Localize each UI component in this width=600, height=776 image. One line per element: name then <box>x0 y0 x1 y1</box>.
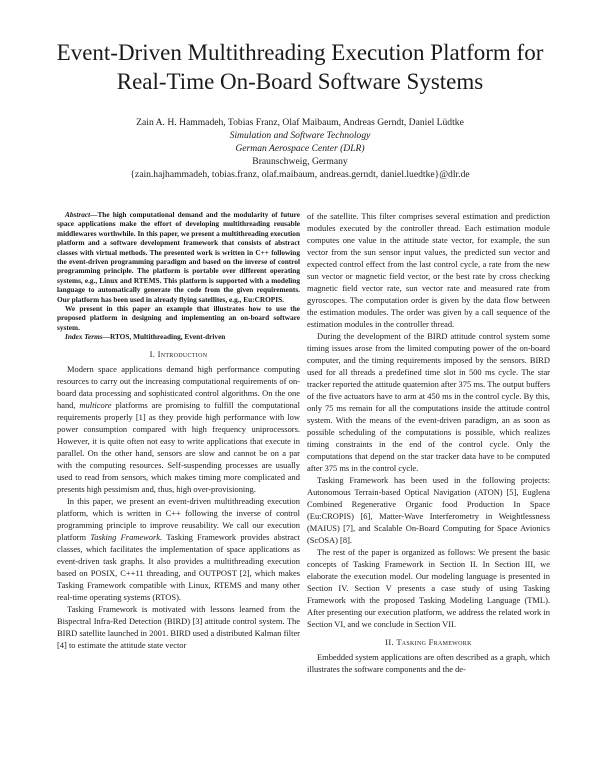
author-emails: {zain.hajhammadeh, tobias.franz, olaf.maibaum, andreas.gerndt, daniel.luedtke}@dlr.de <box>130 169 470 180</box>
section-number: I. <box>149 348 158 359</box>
emphasis: Tasking Framework. <box>90 531 163 542</box>
body-paragraph <box>57 495 300 603</box>
title-line-2: Real-Time On-Board Software Systems <box>116 69 484 94</box>
body-paragraph: Embedded system applications are often described as a graph, which illustrates the software components and the de- <box>307 652 550 674</box>
index-terms <box>57 332 300 341</box>
body-paragraph: Tasking Framework has been used in the following projects: Autonomous Terrain-based Optical Navigation (ATON) [5], Euglena Combined Regenerative Organic food Production In Space (Eu:CROPIS) [6], Matter-Wave Interferometry in Weightlessness (MAIUS) [7], and Scalable On-Board Computing for Space Avionics (ScOSA) [8]. <box>307 475 550 545</box>
right-column <box>307 210 550 675</box>
body-paragraph-continued: of the satellite. This filter comprises several estimation and prediction modules executed by the controller thread. Each estimation module computes one value in the attitude state vector, for example, the sun vector from the sun sensor input values, the predicted sun vector and expected control effect from the last control cycle, a rate from the new sun vector or magnetic field vector, or the best rate by cross checking magnetic field vector rate, sun vector rate and measured rate from gyroscopes. The computation order is given by the data flow between the estimation modules. The order was given by a call sequence of the estimation modules in the controller thread. <box>307 211 550 329</box>
affiliation-city: Braunschweig, Germany <box>252 156 348 167</box>
title-line-1: Event-Driven Multithreading Execution Platform for <box>56 40 544 65</box>
section-number: II. <box>385 637 397 647</box>
body-paragraph: The rest of the paper is organized as follows: We present the basic concepts of Tasking Framework in Section II. In Section III, we elaborate the execution model. Our modeling language is presented in Section IV. Section V presents a case study of using Tasking Framework with the proposed Tasking Modeling Language (TML). After presenting our execution platform, we address the related work in Section VI, and we conclude in Section VII. <box>307 547 550 629</box>
text-run: Tasking Framework provides abstract classes, which facilitates the implementation of space applications as event-driven task graphs. It also provides a multithreading execution based on POSIX, C++11 threading, and OUTPOST [2], which makes Tasking Framework compatible with Linux, RTEMS and many other real-time operating systems (RTOS). <box>57 531 300 602</box>
section-heading-introduction <box>57 348 300 360</box>
affiliation-organization: German Aerospace Center (DLR) <box>235 143 365 154</box>
abstract <box>57 210 300 342</box>
abstract-paragraph-2: We present in this paper an example that illustrates how to use the proposed platform in designing and implementing an on-board software system. <box>57 304 300 332</box>
text-run: Modern space applications demand high performance computing resources to carry out the increasing computational requirements of on-board data processing and sophisticated control algorithms. On the one hand, <box>57 363 300 410</box>
abstract-label: Abstract <box>65 210 91 219</box>
emphasis: multicore <box>79 399 112 410</box>
text-run: platforms are promising to fulfill the computational requirements properly [1] as they provide high performance with low power consumption compared with high frequency uniprocessors. However, it is quite often not easy to write applications that execute in parallel. On the other hand, sensors are slow and cannot be on a par with the computing resources. Self-suspending processes are usually used to read from sensors, which makes timing more complicated and presents high pessimism and, thus, high over-provisioning. <box>57 399 300 494</box>
abstract-paragraph <box>57 210 300 304</box>
section-title: Tasking Framework <box>396 637 472 647</box>
affiliation-department: Simulation and Software Technology <box>229 130 371 141</box>
body-paragraph: Tasking Framework is motivated with lessons learned from the Bispectral Infra-Red Detection (BIRD) [3] attitude control system. The BIRD satellite launched in 2001. BIRD used a distributed Kalman filter [4] to estimate the attitude state vector <box>57 603 300 650</box>
left-column <box>57 210 300 651</box>
index-terms-text: —RTOS, Multithreading, Event-driven <box>102 332 226 342</box>
index-terms-label: Index Terms <box>65 332 103 342</box>
abstract-text: —The high computational demand and the modularity of future space applications make the effort of developing multithreading reusable middlewares worthwhile. In this paper, we present a multithreading execution platform and a software development framework that consists of abstract classes with virtual methods. The presented work is written in C++ following the event-driven programming paradigm and based on the inverse of control programming principle. The platform is portable over different operating systems, e.g., Linux and RTEMS. This platform is supported with a modeling language to automatically generate the code from the given requirements. Our platform has been used in already flying satellites, e.g., Eu:CROPIS. <box>57 210 300 304</box>
section-title: Introduction <box>157 348 208 359</box>
body-paragraph: During the development of the BIRD attitude control system some timing issues arose from the limited computing power of the on-board computer, and the timing requirements imposed by the sensors. BIRD used for all threads a predefined time slot in 500 ms cycle. The star tracker reported the attitude quaternion after 375 ms. The output buffers of the five actuators have to arm at 450 ms in the control cycle. By this, only 75 ms remain for all the computations inside the attitude control system. With the means of the event-driven paradigm, an as soon as possible scheduling of the computations is possible, which realizes timing constraints in the end of the control cycle. Only the computations that depend on the star tracker data have to be computed after 375 ms in the control cycle. <box>307 331 550 473</box>
text-run: In this paper, we present an event-driven multithreading execution platform, which is written in C++ following the inverse of control programming principle to improve reusability. We call our execution platform <box>57 495 300 542</box>
body-paragraph <box>57 363 300 495</box>
author-block <box>20 116 580 181</box>
paper-title <box>20 38 580 96</box>
author-names: Zain A. H. Hammadeh, Tobias Franz, Olaf Maibaum, Andreas Gerndt, Daniel Lüdtke <box>136 117 464 128</box>
section-heading-tasking-framework <box>307 636 550 648</box>
